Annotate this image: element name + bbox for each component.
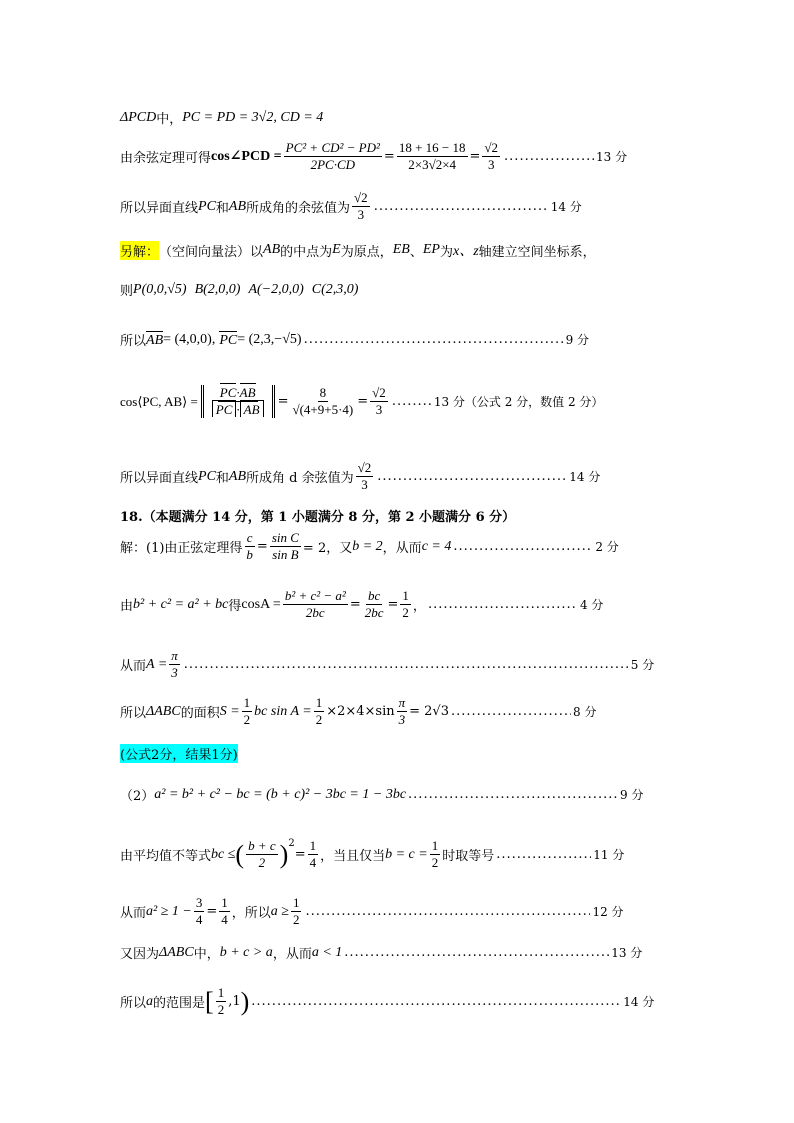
line-answer-1: 所以异面直线 PC 和 AB 所成角的余弦值为 $\frac{√2}{3}$ ..... 14 分 — [120, 190, 660, 223]
leader-dots — [305, 904, 590, 919]
line-part2-identity: （2） a² = b² + c² − bc = (b + c)² − 3bc = 1 − 3bc ..... 9 分 — [120, 785, 660, 804]
score: 8 分 — [573, 705, 597, 719]
fraction: $\frac{1}{2}$ — [217, 985, 225, 1017]
fraction: $\frac{1}{4}$ — [221, 895, 228, 927]
leader-dots — [451, 704, 571, 719]
score: 4 分 — [579, 598, 604, 612]
leader-dots — [504, 149, 594, 164]
fraction: $\frac{1}{2}$ — [243, 695, 251, 727]
alt-solution-tag: 另解： — [120, 241, 159, 260]
leader-dots — [392, 394, 432, 409]
score: 14 分 — [569, 470, 601, 484]
problem-18-title: 18.（本题满分 14 分，第 1 小题满分 8 分，第 2 小题满分 6 分） — [120, 510, 516, 525]
line-a-range: 所以 a 的范围是 [ $\frac{1}{2}$ ,1 ) ..... 14 分 — [120, 985, 660, 1018]
fraction: $\frac{\pi}{3}$ — [398, 695, 406, 727]
leader-dots — [251, 994, 621, 1009]
line-mean-inequality: 由平均值不等式 bc ≤ ( $\frac{b + c}{2}$ ) 2 = $\frac{1}{4}$ ，当且仅当 b = c = $\frac{1}{2}$ 时取等号 ..... 11 分 — [120, 838, 660, 871]
fraction: $\frac{√2}{3}$ — [357, 460, 372, 492]
line-pcd-given: ΔPCD 中， PC = PD = 3√2, CD = 4 — [120, 109, 324, 127]
fraction: $\frac{PC\cdot AB}{PC \cdot AB}$ — [210, 385, 266, 418]
fraction: $\frac{18 + 16 - 18}{2\times 3√2\times 4}$ — [398, 140, 466, 172]
leader-dots — [184, 657, 629, 672]
leader-dots — [377, 469, 567, 484]
fraction: $\frac{1}{2}$ — [431, 838, 439, 870]
fraction: $\frac{b + c}{2}$ — [248, 838, 276, 870]
fraction: $\frac{1}{2}$ — [292, 895, 300, 927]
score: 14 分 — [550, 200, 582, 214]
leader-dots — [374, 199, 549, 214]
score: 11 分 — [593, 848, 625, 862]
line-sine-law: 解：(1)由正弦定理得 $\frac{c}{b}$ = $\frac{\text{sin C}}{\text{sin B}}$ = 2，又 b = 2 ，从而 c = 4 ..... 2 分 — [120, 530, 660, 563]
fraction: $\frac{√2}{3}$ — [354, 190, 368, 222]
score: 14 分 — [623, 995, 655, 1009]
line-vectors: 所以 AB = (4,0,0), PC = (2,3,−√5) ..... 9 分 — [120, 330, 660, 349]
line-cosine-law: 由余弦定理可得 cos∠PCD = $\frac{\text{PC² + CD² − PD²}}{2PC\cdot CD}$ = $\frac{18 + 16 - 18}{2\times 3√2\times 4}$ = $\frac{√2}{3}$ ..... 13 分 — [120, 140, 660, 173]
fraction: $\frac{√2}{3}$ — [484, 140, 499, 172]
fraction: $\frac{√2}{3}$ — [372, 385, 386, 417]
line-a-lower-bound: 从而 a² ≥ 1 − $\frac{3}{4}$ = $\frac{1}{4}$ ，所以 a ≥ $\frac{1}{2}$ ..... 12 分 — [120, 895, 660, 928]
line-angle-a: 从而 A = $\frac{\pi}{3}$ ..... 5 分 — [120, 648, 660, 681]
fraction: $\frac{1}{2}$ — [402, 588, 409, 620]
leader-dots — [304, 332, 564, 347]
score: 13 分 — [611, 946, 643, 960]
leader-dots — [496, 847, 591, 862]
fraction: $\frac{1}{4}$ — [309, 838, 317, 870]
leader-dots — [428, 597, 578, 612]
leader-dots — [453, 539, 593, 554]
leader-dots — [344, 945, 609, 960]
fraction: $\frac{8}{√(4+9+5\cdot 4)}$ — [292, 385, 354, 417]
fraction: $\frac{bc}{2bc}$ — [364, 588, 384, 620]
leader-dots — [408, 787, 618, 802]
line-area: 所以 ΔABC 的面积 S = $\frac{1}{2}$ bc sin A = $\frac{1}{2}$ ×2×4×sin $\frac{\pi}{3}$ = 2√3 ..... 8 分 — [120, 695, 660, 728]
fraction: $\frac{\text{PC² + CD² − PD²}}{2PC\cdot CD}$ — [285, 140, 380, 172]
score: 12 分 — [592, 905, 624, 919]
line-answer-2: 所以异面直线 PC 和 AB 所成角 d 余弦值为 $\frac{√2}{3}$ ..... 14 分 — [120, 460, 660, 493]
abs-value — [201, 385, 275, 418]
highlight-note: (公式2分，结果1分) — [120, 744, 238, 763]
fraction: $\frac{1}{2}$ — [315, 695, 323, 727]
score: 13 分（公式 2 分，数值 2 分） — [433, 395, 604, 409]
line-alt-method: 另解： （空间向量法）以 AB 的中点为 E 为原点， EB 、 EP 为 x、z 轴建立空间坐标系， — [120, 242, 596, 260]
score: 2 分 — [595, 540, 619, 554]
score: 9 分 — [620, 788, 644, 802]
fraction: $\frac{\text{sin C}}{\text{sin B}}$ — [271, 530, 299, 562]
score: 5 分 — [630, 658, 655, 672]
fraction: $\frac{\pi}{3}$ — [171, 648, 178, 680]
score: 13 分 — [596, 150, 628, 164]
fraction: $\frac{c}{b}$ — [246, 530, 253, 562]
score: 9 分 — [565, 333, 590, 347]
line-cos-a: 由 b² + c² = a² + bc 得 cosA = $\frac{\text{b² + c² − a²}}{2bc}$ = $\frac{bc}{2bc}$ = $\frac{1}{2}$ ， ..... 4 分 — [120, 588, 660, 621]
fraction: $\frac{\text{b² + c² − a²}}{2bc}$ — [284, 588, 346, 620]
line-coordinates: 则 P(0,0,√5) B(2,0,0) A(−2,0,0) C(2,3,0) — [120, 281, 359, 299]
fraction: $\frac{3}{4}$ — [195, 895, 203, 927]
line-vector-cosine: cos⟨PC, AB⟩ = $\frac{PC\cdot AB}{PC \cdot AB}$ = $\frac{8}{√(4+9+5\cdot 4)}$ = $\frac{√2}{3}$ ..... 13 分（公式 2 分，数值 2 分） — [120, 385, 660, 418]
line-a-upper-bound: 又因为 ΔABC 中， b + c > a ，从而 a < 1 ..... 13 分 — [120, 943, 660, 962]
line-score-note — [120, 744, 660, 763]
